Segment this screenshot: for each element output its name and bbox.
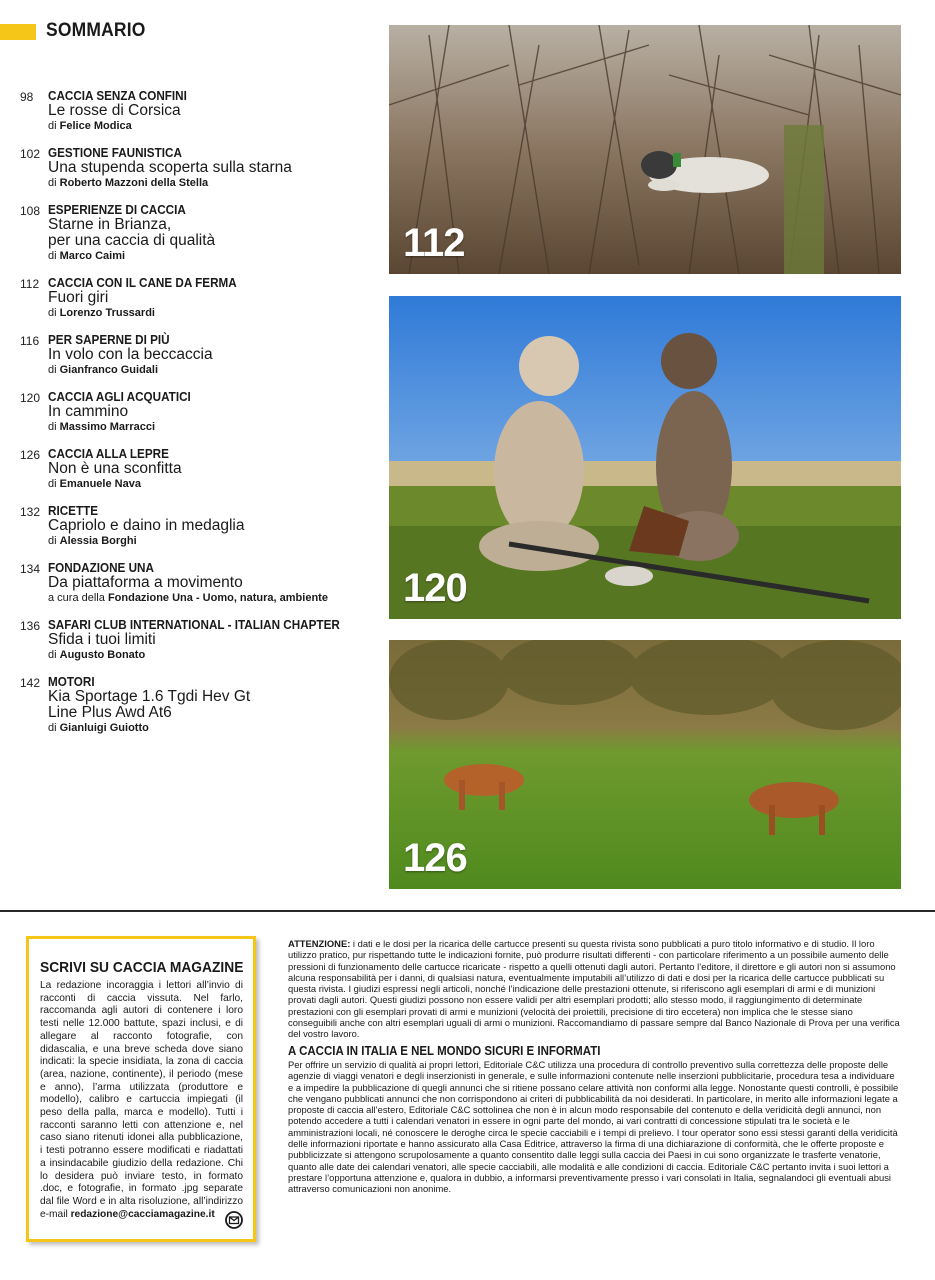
toc-page-number: 102 [20,147,41,161]
toc-title: Le rosse di Corsica [48,102,181,119]
toc-author-line [48,249,380,264]
disclaimers [288,938,900,1195]
page-title: SOMMARIO [46,20,146,41]
toc-page-number: 142 [20,676,41,690]
toc-entry[interactable] [20,389,380,435]
toc-by: di [48,421,57,433]
toc-author-line [48,721,380,736]
toc-by: di [48,307,57,319]
toc-title: Sfida i tuoi limiti [48,631,156,648]
toc-author: Emanuele Nava [59,478,141,490]
write-to-us-box [26,936,256,1242]
toc-page-number: 108 [20,204,41,218]
toc-entry[interactable] [20,202,380,264]
toc-title: Non è una sconfitta [48,460,182,477]
toc-title: Kia Sportage 1.6 Tgdi Hev Gt Line Plus Awd At6 [48,688,251,721]
toc-author: Alessia Borghi [59,535,137,547]
toc-author: Massimo Marracci [59,421,156,433]
toc-author: Lorenzo Trussardi [59,307,155,319]
toc-author: Marco Caimi [59,250,126,262]
toc-section: SAFARI CLUB INTERNATIONAL - ITALIAN CHAPTER [48,617,340,632]
toc-page-number: 116 [20,334,40,348]
toc-section: PER SAPERNE DI PIÙ [48,332,170,347]
toc-title: Starne in Brianza, per una caccia di qualità [48,216,216,249]
photo-page-number: 126 [403,836,467,880]
toc-title: In volo con la beccaccia [48,346,213,363]
table-of-contents [20,88,380,747]
toc-author-line [48,363,380,378]
attention-paragraph: ATTENZIONE: i dati e le dosi per la ricarica delle cartucce presenti su questa rivista sono pubblicati a puro titolo informativo e di studio. Il loro utilizzo pratico, pur rispettando tutte le indicazioni fornite, può produrre risultati differenti - con particolare riferimento a un possibile aumento delle pressioni di funzionamento delle cartucce ricaricate - rispetto a quelli ottenuti dagli autori. Pertanto l’editore, il direttore e gli autori non si assumono alcuna responsabilità per i danni, di qualsiasi natura, eventualmente imputabili all’utilizzo di dati e dosi per la ricarica delle cartucce pubblicati su questa rivista. I giudizi espressi negli articoli, nonché l’indicazione delle prestazioni ottenute, si riferiscono agli esemplari di armi e di munizioni provati dagli autori. Questi giudizi possono non essere validi per altri esemplari prodotti; allo stesso modo, il raggiungimento di determinate prestazioni con gli esemplari provati di armi e munizioni (velocità dei proiettili, precisione di tiro eccetera) non implica che le stesse siano conseguibili anche con altri esemplari uguali di armi o munizioni. Raccomandiamo di passare sempre dal Banco Nazionale di Prova per una verifica del vostro lavoro. [288,938,900,1040]
toc-author-line [48,420,380,435]
toc-author-line [48,176,380,191]
toc-section: CACCIA SENZA CONFINI [48,88,187,103]
write-box-text: La redazione incoraggia i lettori all’invio di racconti di caccia vissuta. Nel farlo, raccomanda agli autori di contenere i loro testi nelle 12.000 battute, spazi inclusi, e di allegare al racconto fotografie, con didascalia, e una breve scheda dove siano indicati: la specie insidiata, la zona di caccia (area, nazione, continente), il periodo (mese e anno), l’arma utilizzata (produttore e modello), calibro e cartuccia impiegati (il peso della palla, marca e modello). Tutti i racconti saranno letti con attenzione e, nel caso siano ritenuti idonei alla pubblicazione, i testi potranno essere modificati e riadattati a insindacabile giudizio della redazione. Chi lo desidera può inviare testo, in formato .doc, e fotografie, in formato .jpg separate dal file Word e in alta risoluzione, all’indirizzo e-mail redazione@cacciamagazine.it [40,980,243,1220]
photo-vizsla-dogs [389,640,901,889]
toc-entry[interactable] [20,503,380,549]
toc-author-line [48,648,380,663]
toc-title: In cammino [48,403,129,420]
toc-entry[interactable] [20,88,380,134]
toc-author: Fondazione Una - Uomo, natura, ambiente [107,592,328,604]
toc-entry[interactable] [20,617,380,663]
toc-by: di [48,535,57,547]
toc-section: ESPERIENZE DI CACCIA [48,202,186,217]
toc-entry[interactable] [20,145,380,191]
write-box-title: SCRIVI SU CACCIA MAGAZINE [40,959,244,976]
section-divider [0,910,935,912]
toc-entry[interactable] [20,560,380,606]
toc-by: di [48,364,57,376]
toc-page-number: 126 [20,448,41,462]
toc-by: a cura della [48,592,105,604]
toc-page-number: 136 [20,619,41,633]
photo-setter-illustration [389,25,901,274]
toc-section: CACCIA CON IL CANE DA FERMA [48,275,237,290]
toc-author: Augusto Bonato [59,649,146,661]
toc-author-line [48,119,380,134]
toc-entry[interactable] [20,332,380,378]
safety-paragraph: Per offrire un servizio di qualità ai propri lettori, Editoriale C&C utilizza una procedura di controllo preventivo sulla correttezza delle proposte delle agenzie di viaggi venatori e degli inserzionisti in generale, e sulle informazioni contenute nelle inserzioni pubblicitarie, procedura tesa a individuare e a impedire la pubblicazione di quegli annunci che si ritiene possano celare attività non conformi alla legge. Nonostante questi controlli, è possibile che vengano pubblicati annunci che non corrispondono ai criteri di pubblicabilità da noi desiderati. In particolare, in merito alle informazioni legate a proposte di caccia all’estero, Editoriale C&C sottolinea che non è in alcun modo responsabile del contenuto e della veridicità degli annunci, non potendo accedere a tutti i calendari venatori in essere in ogni parte del mondo, ai vari contratti di concessione stipulati tra le società e le amministrazioni locali, né conoscere le deroghe circa le specie cacciabili e i tempi di prelievo. I tour operator sono essi stessi garanti della veridicità delle informazioni riportate e hanno assicurato alla Casa Editrice, attraverso la firma di una dichiarazione di conformità, che le offerte proposte e pubblicizzate si attengono scrupolosamente a quanto consentito dalle leggi sulla caccia dei Paesi in cui sono organizzate le trasferte venatorie, quanto alle date dei calendari venatori, alle specie cacciabili, alle modalità e alle condizioni di caccia. Editoriale C&C pertanto invita i suoi lettori a prestare l’opportuna attenzione e, qualora in dubbio, a informarsi preventivamente presso i vari consolati in Italia, segnalandoci gli eventuali abusi attraverso comunicazioni non anonime. [288,1058,899,1195]
contact-email-link[interactable]: redazione@cacciamagazine.it [70,1208,215,1220]
toc-author: Felice Modica [59,120,132,132]
toc-section: MOTORI [48,674,95,689]
toc-section: CACCIA ALLA LEPRE [48,446,169,461]
toc-page-number: 134 [20,562,41,576]
safety-heading: A CACCIA IN ITALIA E NEL MONDO SICURI E INFORMATI [288,1043,601,1058]
toc-entry[interactable] [20,275,380,321]
toc-page-number: 98 [20,90,34,104]
toc-title: Da piattaforma a movimento [48,574,243,591]
photo-setter-in-brush [389,25,901,274]
photo-page-number: 120 [403,566,467,610]
toc-author-line [48,591,380,606]
toc-author-line [48,306,380,321]
photo-page-number: 112 [403,221,465,265]
toc-section: GESTIONE FAUNISTICA [48,145,182,160]
toc-page-number: 112 [20,277,40,291]
toc-section: CACCIA AGLI ACQUATICI [48,389,191,404]
toc-title: Capriolo e daino in medaglia [48,517,245,534]
header-accent-bar [0,24,36,40]
toc-author-line [48,477,380,492]
toc-by: di [48,177,57,189]
toc-author: Gianfranco Guidali [59,364,159,376]
toc-author-line [48,534,380,549]
toc-author: Roberto Mazzoni della Stella [59,177,209,189]
toc-by: di [48,250,57,262]
toc-title: Fuori giri [48,289,109,306]
toc-page-number: 132 [20,505,41,519]
toc-section: RICETTE [48,503,99,518]
toc-section: FONDAZIONE UNA [48,560,154,575]
toc-author: Gianluigi Guiotto [59,722,149,734]
toc-by: di [48,722,57,734]
photo-spinoni-dogs [389,296,901,619]
toc-entry[interactable] [20,446,380,492]
toc-by: di [48,478,57,490]
toc-entry[interactable] [20,674,380,736]
toc-title: Una stupenda scoperta sulla starna [48,159,292,176]
toc-by: di [48,120,57,132]
toc-by: di [48,649,57,661]
mail-icon [225,1211,243,1229]
toc-page-number: 120 [20,391,41,405]
